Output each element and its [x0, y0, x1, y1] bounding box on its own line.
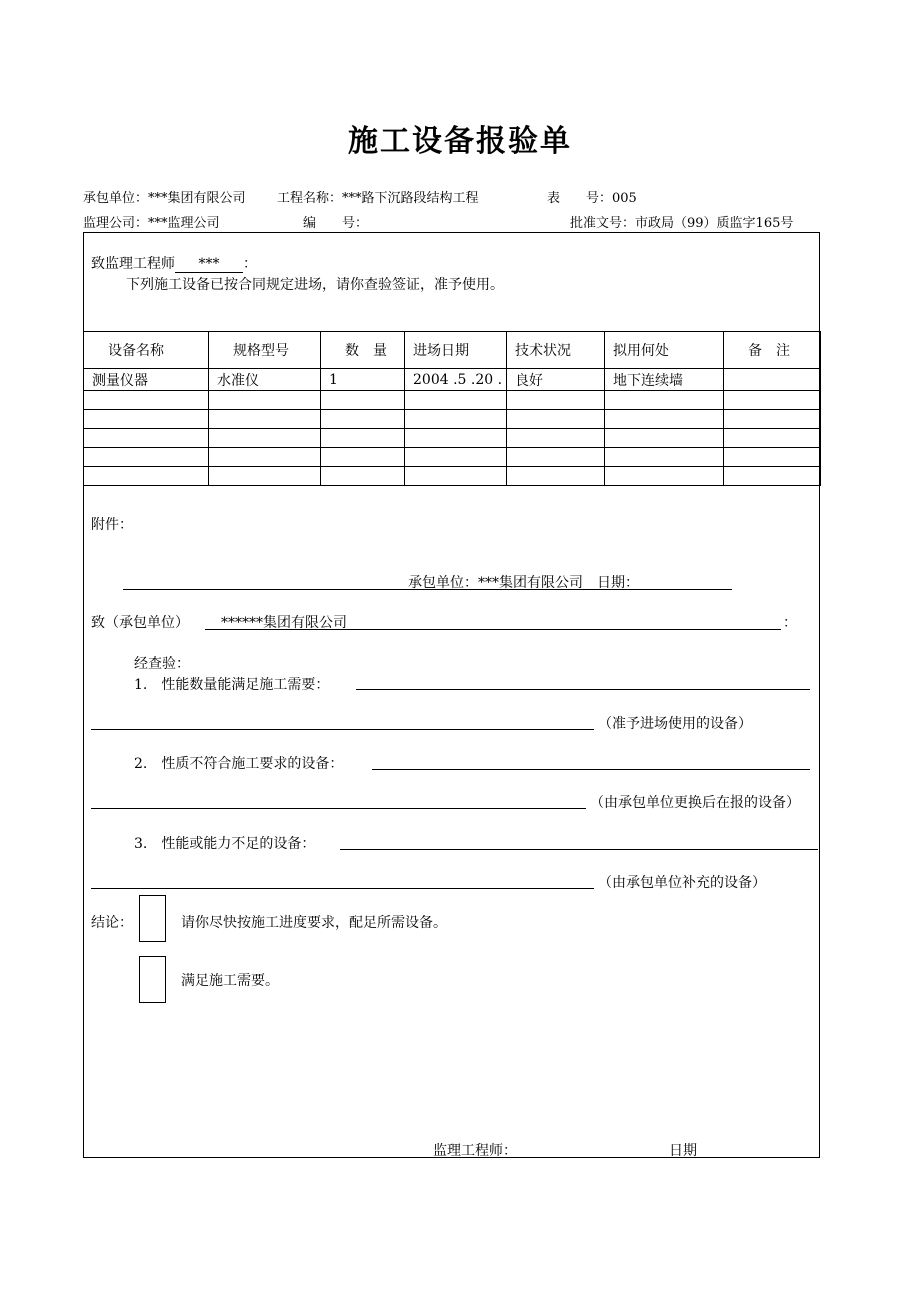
table-cell [724, 467, 821, 486]
table-cell [605, 410, 724, 429]
project-name: 工程名称：***路下沉路段结构工程 [277, 191, 479, 206]
table-header-cell: 拟用何处 [605, 332, 724, 369]
table-cell [321, 448, 405, 467]
conclusion-checkbox-2[interactable] [139, 956, 166, 1003]
table-cell [321, 410, 405, 429]
contractor-label: 承包单位：***集团有限公司 [83, 191, 246, 206]
table-cell [209, 448, 321, 467]
review-item-2-line-2 [91, 808, 586, 809]
table-cell: 1 [321, 369, 405, 391]
review-item-1-line-2 [91, 729, 594, 730]
conclusion-option-2: 满足施工需要。 [181, 973, 279, 989]
supervisor-signature-label: 监理工程师： [433, 1143, 517, 1159]
table-cell [507, 391, 605, 410]
table-row [84, 429, 821, 448]
review-note-1: （准予进场使用的设备） [598, 716, 752, 732]
conclusion-checkbox-1[interactable] [139, 895, 166, 942]
review-item-3-line-2 [91, 888, 594, 889]
review-item-1: 1. 性能数量能满足施工需要： [134, 677, 330, 693]
attachment-label: 附件： [91, 517, 133, 533]
approval-number: 批准文号：市政局（99）质监字165号 [570, 216, 794, 231]
intro-to-label: 致监理工程师 [91, 256, 175, 272]
table-cell [605, 391, 724, 410]
table-cell: 测量仪器 [84, 369, 209, 391]
table-header-cell: 规格型号 [209, 332, 321, 369]
table-cell: 2004 .5 .20 . [405, 369, 507, 391]
review-addressee: 致（承包单位） [91, 615, 189, 631]
intro-addressee [91, 253, 257, 273]
table-cell [507, 429, 605, 448]
table-cell [405, 448, 507, 467]
table-row [84, 369, 821, 391]
conclusion-label: 结论： [91, 915, 133, 931]
table-cell [84, 467, 209, 486]
table-cell [405, 391, 507, 410]
review-item-1-line [356, 689, 810, 690]
equipment-table [83, 331, 821, 486]
intro-colon: ： [243, 256, 257, 272]
form-number-value: 005 [612, 191, 637, 206]
conclusion-option-1: 请你尽快按施工进度要求，配足所需设备。 [181, 915, 447, 931]
table-cell [209, 429, 321, 448]
table-cell [209, 410, 321, 429]
table-header-cell: 设备名称 [84, 332, 209, 369]
review-item-2-line [372, 769, 810, 770]
review-note-3: （由承包单位补充的设备） [598, 875, 766, 891]
table-cell [605, 467, 724, 486]
table-cell [605, 429, 724, 448]
table-cell [724, 448, 821, 467]
table-cell [405, 410, 507, 429]
table-header-row [84, 332, 821, 369]
table-cell [321, 467, 405, 486]
form-number-label: 表 号： [547, 191, 613, 206]
table-row [84, 410, 821, 429]
attachment-signature: 承包单位：***集团有限公司 日期： [408, 575, 639, 591]
table-cell [405, 429, 507, 448]
table-header-cell: 数 量 [321, 332, 405, 369]
table-header-cell: 技术状况 [507, 332, 605, 369]
review-colon: ： [783, 615, 797, 631]
table-cell: 水准仪 [209, 369, 321, 391]
table-cell [724, 429, 821, 448]
table-row [84, 391, 821, 410]
supervisor-date-label: 日期 [669, 1143, 697, 1159]
table-cell [209, 391, 321, 410]
table-cell [724, 391, 821, 410]
table-header-cell: 进场日期 [405, 332, 507, 369]
table-cell [84, 410, 209, 429]
supervisor-company: 监理公司：***监理公司 [83, 216, 220, 231]
serial-number-label: 编 号： [303, 216, 369, 231]
table-row [84, 448, 821, 467]
review-item-3-line [340, 849, 818, 850]
table-cell [405, 467, 507, 486]
page-title: 施工设备报验单 [348, 124, 572, 159]
intro-body: 下列施工设备已按合同规定进场，请你查验签证，准予使用。 [126, 277, 504, 293]
review-checked-label: 经查验： [134, 656, 190, 672]
table-header-cell: 备 注 [724, 332, 821, 369]
table-cell [724, 369, 821, 391]
engineer-name-field: *** [175, 256, 243, 273]
table-cell [84, 391, 209, 410]
review-contractor-name: ******集团有限公司 [221, 615, 347, 631]
review-item-2: 2. 性质不符合施工要求的设备： [134, 756, 344, 772]
table-cell [84, 448, 209, 467]
form-number-field [547, 187, 637, 206]
table-cell [724, 410, 821, 429]
table-cell: 良好 [507, 369, 605, 391]
table-cell [209, 467, 321, 486]
table-cell [507, 448, 605, 467]
review-note-2: （由承包单位更换后在报的设备） [590, 795, 800, 811]
table-cell [605, 448, 724, 467]
table-cell [84, 429, 209, 448]
review-item-3: 3. 性能或能力不足的设备： [134, 836, 316, 852]
table-cell: 地下连续墙 [605, 369, 724, 391]
table-cell [321, 429, 405, 448]
table-cell [507, 410, 605, 429]
table-cell [507, 467, 605, 486]
table-cell [321, 391, 405, 410]
table-row [84, 467, 821, 486]
